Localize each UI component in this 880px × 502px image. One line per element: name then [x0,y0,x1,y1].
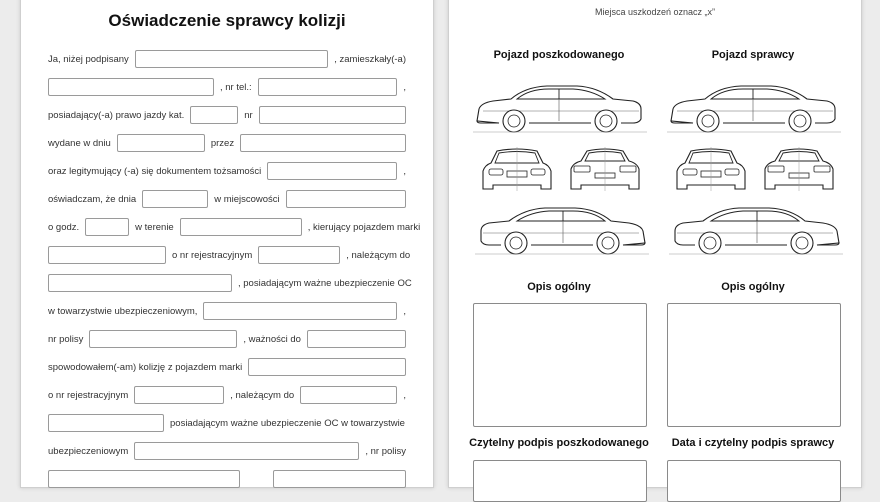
form-row [45,77,409,97]
form-title: Oświadczenie sprawcy kolizji [108,11,346,30]
form-label: , [403,305,406,317]
form-row [45,329,409,349]
form-label: posiadający(-a) prawo jazdy kat. [48,109,185,121]
form-label: w miejscowości [214,193,280,205]
culprit-signature-heading: Data i czytelny podpis sprawcy [671,437,835,449]
form-label: przez [210,137,235,149]
form-label: , zamieszkały(-a) [334,53,406,65]
policy-valid-until-field[interactable] [307,330,406,348]
form-row [45,441,409,461]
victim-signature-box[interactable] [473,460,647,502]
phone-field[interactable] [258,78,398,96]
form-label: Ja, niżej podpisany [48,53,129,65]
form-label: , [403,389,406,401]
culprit-car-side-right-diagram[interactable] [667,205,843,257]
damage-hint: Miejsca uszkodzeń oznacz „x” [594,7,716,17]
form-row [45,357,409,377]
form-label: spowodowałem(-am) kolizję z pojazdem marki [48,361,243,373]
victim-description-box[interactable] [473,303,647,427]
form-label: w towarzystwie ubezpieczeniowym, [48,305,198,317]
license-number-field[interactable] [259,106,406,124]
form-row [45,105,409,125]
statement-page [20,0,434,488]
form-row [45,413,409,433]
form-label: nr polisy [48,333,84,345]
culprit-car-front-diagram[interactable] [671,145,751,195]
license-issuer-field[interactable] [240,134,406,152]
form-label: o godz. [48,221,80,233]
form-row [45,385,409,405]
full-name-field[interactable] [135,50,328,68]
id-document-field[interactable] [267,162,397,180]
culprit-signature-box[interactable] [667,460,841,502]
form-label: , należącym do [346,249,411,261]
other-vehicle-make-field[interactable] [248,358,406,376]
form-row [45,273,412,293]
form-label: , kierujący pojazdem marki [307,221,421,233]
incident-place-field[interactable] [286,190,406,208]
other-insurer-field[interactable] [134,442,359,460]
form-label: , nr polisy [365,445,406,457]
general-description-heading: Opis ogólny [721,281,785,293]
vehicle-owner-field[interactable] [48,274,232,292]
address-field[interactable] [48,78,214,96]
culprit-vehicle-heading: Pojazd sprawcy [711,49,795,61]
form-row [45,49,409,69]
form-label: nr [244,109,253,121]
vehicle-make-field[interactable] [48,246,166,264]
form-label: oraz legitymujący (-a) się dokumentem tożsamości [48,165,262,177]
victim-signature-heading: Czytelny podpis poszkodowanego [469,437,649,449]
culprit-car-rear-diagram[interactable] [759,145,839,195]
form-row [45,161,409,181]
form-label: oświadczam, że dnia [48,193,137,205]
policy-number-field[interactable] [89,330,237,348]
victim-vehicle-heading: Pojazd poszkodowanego [493,49,625,61]
incident-date-field[interactable] [142,190,208,208]
form-label: o nr rejestracyjnym [172,249,253,261]
form-row [45,217,421,237]
other-vehicle-owner-field[interactable] [300,386,397,404]
area-field[interactable] [180,218,302,236]
form-label: ubezpieczeniowym [48,445,129,457]
victim-car-side-right-diagram[interactable] [473,205,649,257]
victim-car-side-left-diagram[interactable] [473,83,649,135]
incident-time-field[interactable] [85,218,129,236]
form-label: , nr tel.: [220,81,252,93]
culprit-car-side-left-diagram[interactable] [667,83,843,135]
general-description-heading: Opis ogólny [527,281,591,293]
form-label: , [403,165,406,177]
form-label: o nr rejestracyjnym [48,389,129,401]
form-row [45,189,409,209]
form-label: , posiadającym ważne ubezpieczenie OC [238,277,412,289]
other-owner-cont-field[interactable] [48,414,164,432]
form-label: w terenie [135,221,174,233]
other-policy-field[interactable] [48,470,240,488]
insurer-field[interactable] [203,302,397,320]
form-label: posiadającym ważne ubezpieczenie OC w towarzystwie [170,417,405,429]
license-category-field[interactable] [190,106,238,124]
form-label: wydane w dniu [48,137,111,149]
other-policy-valid-field[interactable] [273,470,406,488]
form-label: , ważności do [243,333,301,345]
victim-car-rear-diagram[interactable] [565,145,645,195]
form-row [45,133,409,153]
form-row [45,301,409,321]
victim-car-front-diagram[interactable] [477,145,557,195]
form-label: , [403,81,406,93]
form-row [45,469,409,489]
registration-number-field[interactable] [258,246,340,264]
form-row [45,245,409,265]
license-issue-date-field[interactable] [117,134,205,152]
damage-page [448,0,862,488]
form-label: , należącym do [230,389,295,401]
culprit-description-box[interactable] [667,303,841,427]
other-registration-field[interactable] [134,386,224,404]
